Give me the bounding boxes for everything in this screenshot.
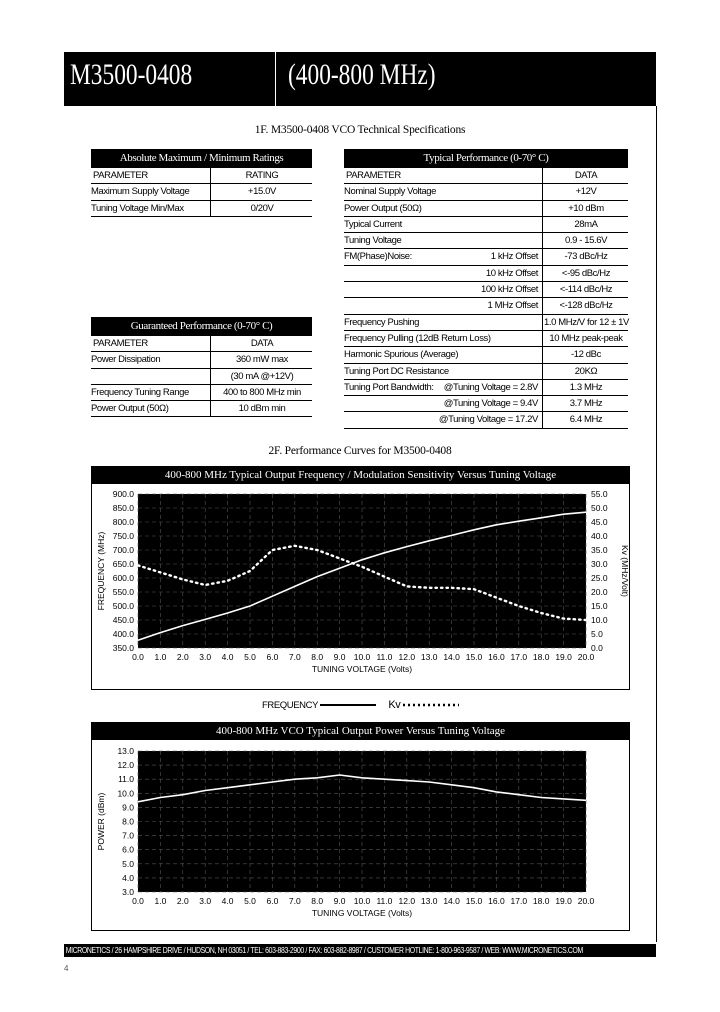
y-tick-label: 12.0	[117, 760, 134, 771]
row-value: 10 MHz peak-peak	[549, 332, 623, 344]
page-mark: 4	[64, 964, 69, 973]
x-tick-label: 7.0	[288, 896, 301, 906]
x-tick-label: 3.0	[199, 896, 212, 906]
table-header-row	[91, 168, 312, 184]
table-header-row	[344, 168, 628, 184]
row-value: 20KΩ	[574, 365, 598, 377]
x-tick-label: 18.0	[532, 652, 550, 662]
y-tick-label: 850.0	[112, 503, 134, 513]
x-tick-label: 6.0	[266, 652, 279, 662]
row-value: +15.0V	[248, 186, 276, 198]
column-divider	[542, 184, 543, 199]
row-value: <-95 dBc/Hz	[561, 267, 611, 279]
x-tick-label: 7.0	[288, 652, 301, 662]
row-value: +10 dBm	[568, 202, 604, 214]
row-sub-parameter: @Tuning Voltage = 17.2V	[438, 414, 538, 426]
column-divider	[542, 233, 543, 248]
row-value: 28mA	[574, 218, 598, 230]
row-sub-parameter: 10 kHz Offset	[485, 267, 538, 279]
x-tick-label: 13.0	[420, 652, 438, 662]
x-tick-label: 8.0	[311, 896, 324, 906]
column-divider	[542, 282, 543, 297]
x-tick-label: 2.0	[176, 896, 189, 906]
row-parameter: Nominal Supply Voltage	[344, 186, 437, 198]
row-value: 0.9 - 15.6V	[564, 235, 608, 247]
y-tick-label: 13.0	[117, 746, 134, 756]
y-tick-label: 3.0	[122, 887, 134, 897]
y-tick-label: 650.0	[112, 559, 134, 569]
table-row	[344, 266, 628, 282]
row-parameter: Maximum Supply Voltage	[91, 186, 190, 198]
x-tick-label: 10.0	[353, 652, 371, 662]
row-value: +12V	[575, 186, 597, 198]
row-value: 1.0 MHz/V for 12 ± 1V	[544, 316, 629, 328]
x-tick-label: 19.0	[555, 652, 572, 662]
y-axis-label: FREQUENCY (MHz)	[96, 531, 106, 611]
x-tick-label: 5.0	[244, 652, 256, 662]
table-row	[91, 385, 312, 401]
row-parameter: Harmonic Spurious (Average)	[344, 349, 459, 361]
absolute-ratings-table	[91, 149, 312, 217]
row-value: 3.7 MHz	[569, 398, 603, 410]
column-divider	[542, 396, 543, 411]
row-sub-parameter: @Tuning Voltage = 9.4V	[443, 398, 538, 410]
row-parameter: Tuning Port Bandwidth:	[344, 381, 434, 393]
x-tick-label: 6.0	[266, 896, 279, 906]
guaranteed-performance-table	[91, 317, 312, 417]
table-row	[344, 233, 628, 249]
table-row	[344, 396, 628, 412]
y-tick-label: 11.0	[118, 774, 134, 785]
x-tick-label: 14.0	[443, 896, 460, 906]
y2-tick-label: 30.0	[591, 559, 608, 569]
legend-frequency-label: FREQUENCY	[262, 700, 318, 711]
x-tick-label: 16.0	[488, 652, 505, 662]
y2-tick-label: 10.0	[591, 615, 608, 625]
row-parameter: Frequency Pulling (12dB Return Loss)	[344, 332, 491, 344]
x-tick-label: 17.0	[510, 652, 528, 662]
column-divider	[210, 401, 211, 416]
y-tick-label: 10.0	[117, 788, 134, 799]
row-parameter: Power Output (50Ω)	[344, 202, 422, 214]
column-divider	[210, 352, 211, 367]
table-row	[344, 364, 628, 380]
part-number: M3500-0408	[70, 58, 193, 91]
x-axis-label: TUNING VOLTAGE (Volts)	[311, 664, 413, 674]
row-value: 0/20V	[250, 202, 274, 214]
y2-tick-label: 20.0	[591, 587, 608, 597]
y2-tick-label: 5.0	[591, 629, 603, 639]
legend-kv-swatch	[403, 701, 459, 709]
legend-frequency-swatch	[320, 701, 376, 709]
y-tick-label: 4.0	[122, 872, 134, 883]
x-tick-label: 15.0	[465, 652, 483, 662]
row-parameter: Frequency Pushing	[344, 316, 420, 328]
x-tick-label: 12.0	[398, 896, 416, 906]
footer-bar	[64, 944, 656, 957]
y2-tick-label: 40.0	[591, 531, 608, 541]
x-tick-label: 3.0	[199, 652, 212, 662]
y2-tick-label: 25.0	[591, 573, 608, 583]
x-tick-label: 16.0	[488, 896, 505, 906]
column-header: DATA	[250, 338, 274, 349]
table-row	[91, 352, 312, 368]
column-divider	[542, 168, 543, 183]
y-tick-label: 550.0	[112, 587, 134, 597]
column-header: PARAMETER	[93, 338, 148, 349]
x-tick-label: 4.0	[221, 652, 234, 662]
row-value: -73 dBc/Hz	[564, 251, 608, 263]
x-tick-label: 18.0	[532, 896, 550, 906]
column-divider	[542, 266, 543, 281]
x-tick-label: 20.0	[577, 896, 595, 906]
table-row	[344, 184, 628, 200]
column-header: PARAMETER	[346, 170, 401, 181]
row-value: 360 mW max	[236, 354, 288, 366]
column-divider	[542, 217, 543, 232]
y-tick-label: 7.0	[122, 830, 134, 841]
x-tick-label: 5.0	[244, 896, 256, 906]
typical-performance-rows	[344, 184, 628, 428]
table-row	[344, 315, 628, 331]
row-sub-parameter: 100 kHz Offset	[480, 284, 538, 296]
y-tick-label: 700.0	[112, 545, 134, 555]
x-tick-label: 2.0	[176, 652, 189, 662]
y2-tick-label: 35.0	[591, 545, 608, 555]
y2-axis-label: Kv (MHz/Volt)	[620, 545, 630, 597]
x-tick-label: 9.0	[333, 896, 346, 906]
x-tick-label: 20.0	[577, 652, 595, 662]
table-row	[344, 380, 628, 396]
chart1-legend	[262, 699, 459, 711]
chart1-title: 400-800 MHz Typical Output Frequency / Modulation Sensitivity Versus Tuning Voltage	[92, 467, 629, 484]
x-tick-label: 0.0	[132, 652, 144, 662]
frequency-kv-chart	[91, 484, 628, 689]
typical-performance-table	[344, 149, 628, 429]
column-divider	[210, 385, 211, 400]
column-divider	[210, 201, 211, 216]
table-row	[344, 249, 628, 265]
footer-contact: MICRONETICS / 26 HAMPSHIRE DRIVE / HUDSON, NH 03051 / TEL: 603-883-2900 / FAX: 603-882-8987 / CUSTOMER HOTLINE: 1-800-963-9587 / WEB: WWW.MICRONETICS.COM	[65, 946, 583, 955]
column-divider	[542, 201, 543, 216]
row-value: (30 mA @+12V)	[230, 370, 294, 382]
x-axis-label: TUNING VOLTAGE (Volts)	[311, 908, 413, 918]
row-sub-parameter: @Tuning Voltage = 2.8V	[443, 381, 538, 393]
column-divider	[542, 298, 543, 313]
typical-performance-title: Typical Performance (0-70° C)	[344, 149, 628, 168]
y-axis-label: POWER (dBm)	[96, 792, 106, 851]
row-value: <-114 dBc/Hz	[559, 284, 613, 296]
x-tick-label: 13.0	[420, 896, 438, 906]
section2-title: 2F. Performance Curves for M3500-0408	[268, 445, 452, 457]
row-parameter: Tuning Port DC Resistance	[344, 365, 449, 377]
column-divider	[542, 347, 543, 362]
row-parameter: Frequency Tuning Range	[91, 386, 189, 398]
x-tick-label: 17.0	[510, 896, 528, 906]
table-row	[344, 282, 628, 298]
column-divider	[542, 331, 543, 346]
table-row	[91, 369, 312, 385]
row-parameter: Power Dissipation	[91, 354, 161, 366]
table-row	[344, 347, 628, 363]
y-tick-label: 6.0	[122, 844, 134, 855]
absolute-ratings-title: Absolute Maximum / Minimum Ratings	[91, 149, 312, 168]
x-tick-label: 11.0	[376, 896, 393, 906]
y2-tick-label: 55.0	[591, 489, 608, 499]
column-divider	[542, 364, 543, 379]
row-value: <-128 dBc/Hz	[559, 300, 613, 312]
y-tick-label: 8.0	[122, 816, 134, 827]
header-divider	[275, 52, 276, 106]
row-value: 6.4 MHz	[569, 414, 603, 426]
frequency-range: (400-800 MHz)	[288, 58, 436, 91]
column-divider	[210, 168, 211, 183]
column-header: RATING	[245, 170, 279, 181]
row-value: 400 to 800 MHz min	[223, 386, 301, 398]
right-rule	[656, 106, 657, 942]
y2-tick-label: 50.0	[591, 503, 608, 513]
x-tick-label: 15.0	[465, 896, 483, 906]
legend-kv-label: Kv	[388, 699, 401, 711]
column-header: DATA	[574, 170, 598, 181]
table-row	[344, 201, 628, 217]
row-value: 1.3 MHz	[569, 381, 603, 393]
column-divider	[210, 336, 211, 351]
section1-title: 1F. M3500-0408 VCO Technical Specifications	[254, 124, 466, 136]
column-divider	[542, 380, 543, 395]
x-tick-label: 4.0	[221, 896, 234, 906]
row-sub-parameter: 1 MHz Offset	[487, 300, 538, 312]
power-chart	[91, 740, 628, 930]
x-tick-label: 10.0	[353, 896, 371, 906]
x-tick-label: 19.0	[555, 896, 572, 906]
y-tick-label: 900.0	[112, 489, 134, 499]
row-parameter: Power Output (50Ω)	[91, 403, 169, 415]
table-row	[91, 201, 312, 217]
y-tick-label: 9.0	[122, 802, 134, 813]
y-tick-label: 800.0	[112, 517, 134, 527]
chart2-title: 400-800 MHz VCO Typical Output Power Versus Tuning Voltage	[92, 723, 629, 740]
guaranteed-performance-title: Guaranteed Performance (0-70° C)	[91, 317, 312, 336]
row-sub-parameter: 1 kHz Offset	[490, 251, 538, 263]
column-divider	[210, 184, 211, 199]
table-row	[344, 298, 628, 314]
column-divider	[542, 412, 543, 427]
x-tick-label: 8.0	[311, 652, 324, 662]
column-divider	[210, 369, 211, 384]
x-tick-label: 0.0	[132, 896, 144, 906]
row-parameter: Tuning Voltage	[344, 235, 402, 247]
y-tick-label: 500.0	[112, 601, 134, 611]
column-divider	[542, 249, 543, 264]
x-tick-label: 14.0	[443, 652, 460, 662]
table-row	[344, 412, 628, 428]
table-row	[91, 184, 312, 200]
y-tick-label: 600.0	[112, 573, 134, 583]
y-tick-label: 450.0	[112, 615, 134, 625]
x-tick-label: 1.0	[154, 652, 167, 662]
x-tick-label: 11.0	[376, 652, 393, 662]
y-tick-label: 5.0	[122, 858, 134, 869]
table-row	[344, 217, 628, 233]
x-tick-label: 1.0	[154, 896, 167, 906]
row-parameter: Typical Current	[344, 218, 402, 230]
table-row	[91, 401, 312, 417]
table-row	[344, 331, 628, 347]
row-parameter: Tuning Voltage Min/Max	[91, 202, 184, 214]
y2-tick-label: 15.0	[591, 601, 608, 611]
row-value: 10 dBm min	[238, 403, 286, 415]
header-bar	[64, 52, 656, 106]
y2-tick-label: 45.0	[591, 517, 608, 527]
table-header-row	[91, 336, 312, 352]
column-divider	[542, 315, 543, 330]
x-tick-label: 12.0	[398, 652, 416, 662]
y-tick-label: 750.0	[112, 531, 134, 541]
y2-tick-label: 0.0	[591, 643, 603, 653]
y-tick-label: 400.0	[112, 629, 134, 639]
x-tick-label: 9.0	[333, 652, 346, 662]
column-header: PARAMETER	[93, 170, 148, 181]
y-tick-label: 350.0	[112, 643, 134, 653]
row-parameter: FM(Phase)Noise:	[344, 251, 412, 263]
row-value: -12 dBc	[571, 349, 601, 361]
